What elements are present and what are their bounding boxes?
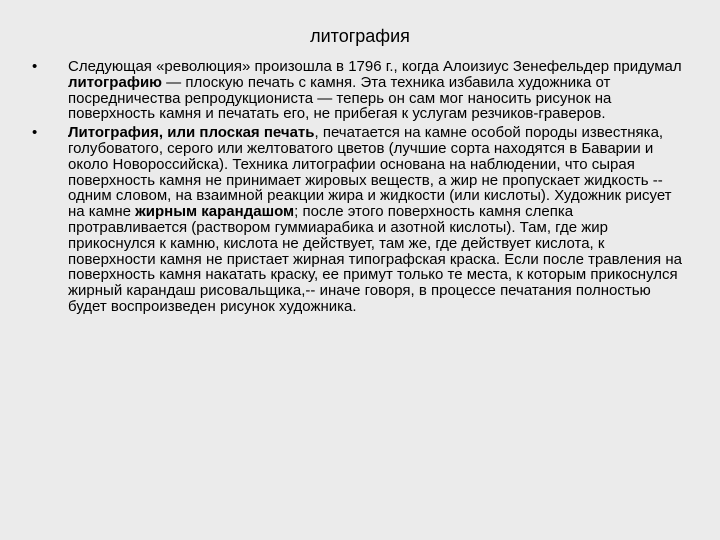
bold-term-zhirnym-karandashom: жирным карандашом (135, 203, 295, 221)
bullet-list (30, 59, 690, 318)
bullet-text (68, 59, 690, 122)
bold-term-litografiya: Литография, или плоская печать (68, 124, 315, 142)
bullet-item-2 (30, 125, 690, 315)
text-run: — плоскую печать с камня. Эта техника избавила художника от посредничества репродукциониста — теперь он сам мог наносить рисунок на поверхность камня и печатать его, не прибегая к услугам резчиков-граверов. (68, 73, 612, 123)
text-run: , печатается на камне особой породы известняка, голубоватого, серого или желтоватого цветов (лучшие сорта находятся в Баварии и около Новороссийска). Техника литографии основана на наблюдении, что сырая поверхность камня не принимает жировых веществ, а жир не пропускает жидкость -- одним словом, на взаимной реакции жира и жидкости (или кислоты). Художник рисует на камне (68, 124, 672, 221)
bullet-marker: • (32, 124, 38, 142)
slide-title: литография (310, 26, 410, 46)
bold-term-litografiyu: литографию (68, 73, 162, 91)
text-run: ; после этого поверхность камня слепка протравливается (раствором гуммиарабика и азотной кислоты). Там, где жир прикоснулся к камню, кислота не действует, там же, где действует кислота, к поверхности камня не пристает жирная типографская краска. Если после травления на поверхность камня накатать краску, ее примут только те места, к которым прикоснулся жирный карандаш рисовальщика,-- иначе говоря, в процессе печатания полностью будет воспроизведен рисунок художника. (68, 203, 682, 315)
bullet-text (68, 125, 690, 315)
text-run: Следующая «революция» произошла в 1796 г., когда Алоизиус Зенефельдер придумал (68, 58, 682, 75)
bullet-marker: • (32, 58, 38, 75)
bullet-item-1 (30, 59, 690, 122)
